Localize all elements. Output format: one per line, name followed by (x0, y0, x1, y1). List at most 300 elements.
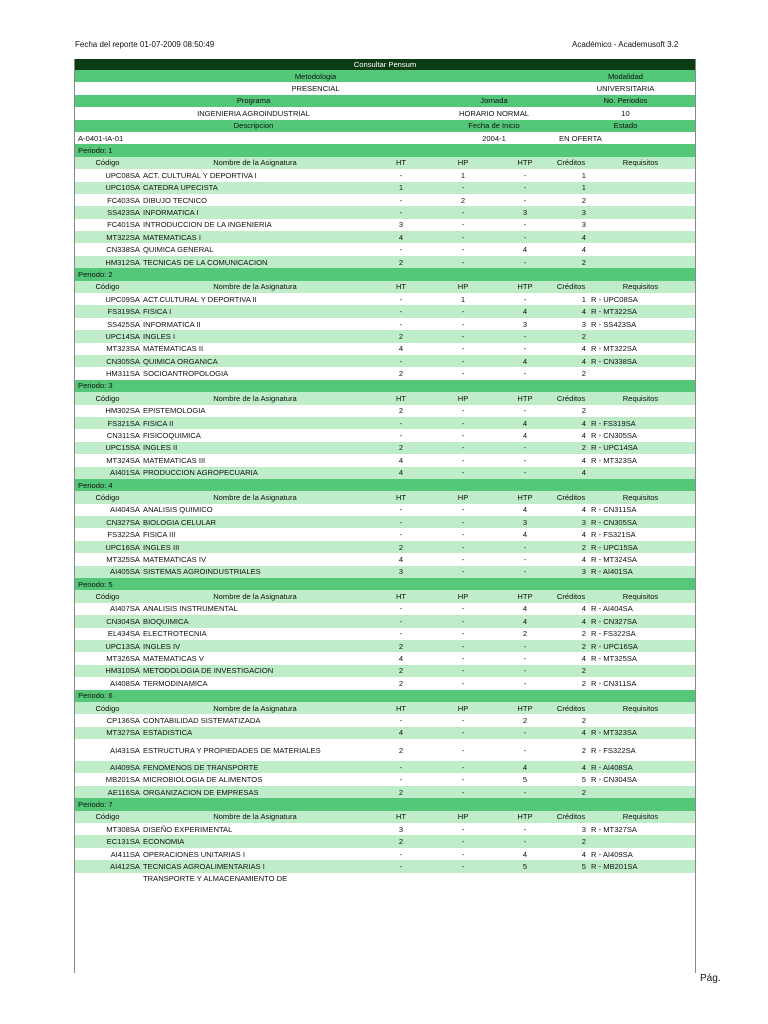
periodos-value: 10 (556, 107, 695, 119)
course-code: CN304SA (75, 615, 140, 627)
course-name: MATEMATICAS III (140, 454, 370, 466)
title-bar (75, 59, 695, 70)
course-htp: - (494, 231, 556, 243)
course-htp: - (494, 442, 556, 454)
col-header-requisitos: Requisitos (586, 702, 695, 714)
course-credits: 4 (556, 231, 586, 243)
col-header-creditos: Créditos (556, 282, 586, 292)
course-code: FS319SA (75, 305, 140, 317)
course-hp: - (432, 305, 494, 317)
course-credits: 3 (556, 219, 586, 231)
course-name: QUIMICA GENERAL (140, 243, 370, 255)
course-credits: 4 (556, 243, 586, 255)
course-requisites (586, 714, 695, 726)
course-requisites: R - MT325SA (586, 652, 695, 664)
course-code: SS423SA (75, 206, 140, 218)
col-header-codigo: Código (75, 157, 140, 169)
course-row (75, 652, 695, 664)
col-header-codigo: Código (75, 281, 140, 293)
course-hp: - (432, 405, 494, 417)
course-ht: 2 (370, 442, 432, 454)
modalidad-label: Modalidad (556, 70, 695, 82)
course-code: MT326SA (75, 652, 140, 664)
course-credits: 4 (556, 454, 586, 466)
course-htp: - (494, 219, 556, 231)
period-label: Periodo: 7 (75, 798, 695, 810)
course-ht: - (370, 761, 432, 773)
course-ht: - (370, 293, 432, 305)
col-header-requisitos: Requisitos (586, 281, 695, 293)
course-hp: - (432, 417, 494, 429)
course-row (75, 541, 695, 553)
course-ht: 4 (370, 343, 432, 355)
course-ht: 4 (370, 727, 432, 739)
course-credits: 2 (556, 786, 586, 798)
course-hp: - (432, 761, 494, 773)
period-row (75, 690, 695, 702)
course-ht: - (370, 429, 432, 441)
course-htp: - (494, 541, 556, 553)
course-credits: 2 (556, 739, 586, 761)
course-name: TECNICAS DE LA COMUNICACION (140, 256, 370, 268)
course-code: MT322SA (75, 231, 140, 243)
course-name: METODOLOGIA DE INVESTIGACION (140, 665, 370, 677)
course-row (75, 553, 695, 565)
course-name: DISEÑO EXPERIMENTAL (140, 823, 370, 835)
period-row (75, 479, 695, 491)
col-header-codigo: Código (75, 392, 140, 404)
course-hp: - (432, 615, 494, 627)
col-header-nombre: Nombre de la Asignatura (140, 702, 370, 714)
course-ht: 3 (370, 823, 432, 835)
course-htp: - (494, 330, 556, 342)
course-row (75, 714, 695, 726)
period-row (75, 380, 695, 392)
col-header-creditos: Créditos (556, 158, 586, 168)
col-header-codigo: Código (75, 590, 140, 602)
column-header-row (75, 702, 695, 714)
col-header-ht: HT (370, 281, 432, 293)
course-name: ORGANIZACION DE EMPRESAS (140, 786, 370, 798)
course-hp: - (432, 504, 494, 516)
course-row (75, 206, 695, 218)
course-htp: - (494, 467, 556, 479)
col-header-hp: HP (432, 590, 494, 602)
column-header-row (75, 590, 695, 602)
course-row (75, 367, 695, 379)
course-ht: - (370, 848, 432, 860)
course-credits: 2 (556, 194, 586, 206)
course-row (75, 343, 695, 355)
col-header-codigo: Código (75, 811, 140, 823)
col-header-requisitos: Requisitos (586, 811, 695, 823)
course-name: ANALISIS INSTRUMENTAL (140, 603, 370, 615)
course-htp: 4 (494, 603, 556, 615)
course-row (75, 665, 695, 677)
course-htp: - (494, 665, 556, 677)
course-requisites: R - AI408SA (586, 761, 695, 773)
course-requisites: R - FS319SA (586, 417, 695, 429)
course-name: INGLES II (140, 442, 370, 454)
period-row (75, 144, 695, 156)
course-code: MT308SA (75, 823, 140, 835)
course-name: INFORMATICA I (140, 206, 370, 218)
col-header-hp: HP (432, 392, 494, 404)
course-name: TERMODINAMICA (140, 677, 370, 689)
course-ht: 4 (370, 454, 432, 466)
course-ht: 4 (370, 652, 432, 664)
course-name: MICROBIOLOGIA DE ALIMENTOS (140, 773, 370, 785)
col-header-requisitos: Requisitos (586, 392, 695, 404)
course-credits: 4 (556, 343, 586, 355)
course-hp: - (432, 343, 494, 355)
course-ht: - (370, 714, 432, 726)
course-requisites (586, 194, 695, 206)
course-htp: 3 (494, 516, 556, 528)
course-code: EL434SA (75, 628, 140, 640)
course-ht: - (370, 243, 432, 255)
course-row (75, 256, 695, 268)
course-hp: - (432, 603, 494, 615)
col-header-hp: HP (432, 702, 494, 714)
course-ht: 2 (370, 640, 432, 652)
course-htp: 4 (494, 355, 556, 367)
course-hp: - (432, 528, 494, 540)
course-credits: 2 (556, 541, 586, 553)
course-requisites: R - CN305SA (586, 516, 695, 528)
course-htp: 3 (494, 318, 556, 330)
course-name: MATEMATICAS II (140, 343, 370, 355)
course-htp: - (494, 367, 556, 379)
course-hp: - (432, 677, 494, 689)
course-htp: 4 (494, 417, 556, 429)
col-header-nombre: Nombre de la Asignatura (140, 590, 370, 602)
course-requisites: R - CN311SA (586, 504, 695, 516)
col-header-ht: HT (370, 491, 432, 503)
col-header-creditos: Créditos (556, 592, 586, 602)
col-header-codigo: Código (75, 491, 140, 503)
col-header-ht: HT (370, 392, 432, 404)
course-credits: 4 (556, 504, 586, 516)
course-ht: - (370, 603, 432, 615)
course-htp: 4 (494, 504, 556, 516)
course-credits: 1 (556, 169, 586, 181)
course-code: AI431SA (75, 739, 140, 761)
course-hp: - (432, 566, 494, 578)
course-row (75, 330, 695, 342)
course-name: EPISTEMOLOGIA (140, 405, 370, 417)
col-header-hp: HP (432, 811, 494, 823)
course-htp: 5 (494, 773, 556, 785)
col-header-creditos: Créditos (556, 812, 586, 822)
course-row (75, 848, 695, 860)
course-htp: - (494, 677, 556, 689)
course-requisites: R - UPC14SA (586, 442, 695, 454)
course-name: SISTEMAS AGROINDUSTRIALES (140, 566, 370, 578)
course-credits: 4 (556, 652, 586, 664)
course-ht: 2 (370, 330, 432, 342)
course-htp: 4 (494, 761, 556, 773)
course-code: SS425SA (75, 318, 140, 330)
course-requisites: R - CN338SA (586, 355, 695, 367)
period-row (75, 578, 695, 590)
course-name: ESTRUCTURA Y PROPIEDADES DE MATERIALES (140, 739, 370, 761)
course-code: CP136SA (75, 714, 140, 726)
course-hp: - (432, 541, 494, 553)
course-hp: - (432, 823, 494, 835)
course-requisites: R - UPC08SA (586, 293, 695, 305)
course-hp: - (432, 243, 494, 255)
course-row (75, 219, 695, 231)
course-htp: - (494, 182, 556, 194)
course-row (75, 405, 695, 417)
course-row (75, 860, 695, 872)
col-header-ht: HT (370, 702, 432, 714)
column-header-row (75, 491, 695, 503)
col-header-htp: HTP (494, 811, 556, 823)
course-credits: 1 (556, 293, 586, 305)
course-row (75, 835, 695, 847)
course-row (75, 516, 695, 528)
course-requisites (586, 665, 695, 677)
course-code: HM310SA (75, 665, 140, 677)
info-header-row (75, 95, 695, 107)
course-ht: 2 (370, 739, 432, 761)
course-htp (494, 873, 556, 885)
course-requisites: R - FS322SA (586, 739, 695, 761)
course-requisites (586, 256, 695, 268)
page-label: Pág. (700, 973, 721, 984)
course-credits: 4 (556, 761, 586, 773)
info-header-row (75, 70, 695, 82)
course-code: AI407SA (75, 603, 140, 615)
col-header-requisitos: Requisitos (586, 590, 695, 602)
course-ht: 2 (370, 256, 432, 268)
estado-label: Estado (556, 120, 695, 132)
course-credits: 2 (556, 330, 586, 342)
course-hp: - (432, 773, 494, 785)
col-header-hp: HP (432, 281, 494, 293)
course-name: TRANSPORTE Y ALMACENAMIENTO DE (140, 873, 370, 885)
metodologia-value: PRESENCIAL (75, 82, 556, 94)
course-requisites: R - MT322SA (586, 343, 695, 355)
course-code: FS321SA (75, 417, 140, 429)
programa-value: INGENIERIA AGROINDUSTRIAL (75, 107, 432, 119)
page-title: Consultar Pensum (75, 59, 695, 70)
course-htp: 2 (494, 628, 556, 640)
jornada-label: Jornada (432, 95, 556, 107)
course-hp: - (432, 206, 494, 218)
course-requisites: R - MT322SA (586, 305, 695, 317)
course-htp: - (494, 727, 556, 739)
course-hp: - (432, 231, 494, 243)
col-header-ht: HT (370, 811, 432, 823)
course-row (75, 640, 695, 652)
course-credits: 4 (556, 615, 586, 627)
course-ht (370, 873, 432, 885)
col-header-nombre: Nombre de la Asignatura (140, 392, 370, 404)
course-ht: 2 (370, 665, 432, 677)
course-name: ECONOMIA (140, 835, 370, 847)
course-name: FISICA I (140, 305, 370, 317)
course-row (75, 467, 695, 479)
course-credits: 4 (556, 603, 586, 615)
course-credits: 4 (556, 528, 586, 540)
course-ht: - (370, 417, 432, 429)
course-ht: 2 (370, 786, 432, 798)
course-htp: 4 (494, 528, 556, 540)
course-htp: - (494, 256, 556, 268)
fecha-inicio-value: 2004-1 (432, 132, 556, 144)
course-credits: 2 (556, 640, 586, 652)
course-name: QUIMICA ORGANICA (140, 355, 370, 367)
course-credits: 2 (556, 714, 586, 726)
col-header-requisitos: Requisitos (586, 157, 695, 169)
course-row (75, 727, 695, 739)
course-requisites (586, 405, 695, 417)
course-name: FISICOQUIMICA (140, 429, 370, 441)
course-code: AI408SA (75, 677, 140, 689)
col-header-hp: HP (432, 491, 494, 503)
course-row (75, 566, 695, 578)
col-header-htp: HTP (494, 702, 556, 714)
course-hp: - (432, 652, 494, 664)
course-code: AI409SA (75, 761, 140, 773)
course-code (75, 873, 140, 885)
course-hp: - (432, 454, 494, 466)
period-row (75, 268, 695, 280)
course-hp: 2 (432, 194, 494, 206)
col-header-nombre: Nombre de la Asignatura (140, 811, 370, 823)
course-name: MATEMATICAS I (140, 231, 370, 243)
col-header-htp: HTP (494, 281, 556, 293)
course-ht: 3 (370, 566, 432, 578)
course-hp: - (432, 848, 494, 860)
course-htp: - (494, 343, 556, 355)
course-row (75, 628, 695, 640)
course-credits: 2 (556, 628, 586, 640)
course-hp: 1 (432, 293, 494, 305)
course-ht: 2 (370, 677, 432, 689)
course-credits: 4 (556, 429, 586, 441)
period-label: Periodo: 5 (75, 578, 695, 590)
course-ht: 3 (370, 219, 432, 231)
col-header-hp: HP (432, 157, 494, 169)
col-header-htp: HTP (494, 491, 556, 503)
course-row (75, 293, 695, 305)
course-code: FS322SA (75, 528, 140, 540)
course-hp: 1 (432, 169, 494, 181)
course-code: AI405SA (75, 566, 140, 578)
course-name: INGLES I (140, 330, 370, 342)
course-code: FC401SA (75, 219, 140, 231)
course-hp: - (432, 330, 494, 342)
course-requisites: R - AI401SA (586, 566, 695, 578)
course-ht: - (370, 504, 432, 516)
course-name: ACT.CULTURAL Y DEPORTIVA II (140, 293, 370, 305)
course-row (75, 169, 695, 181)
course-row (75, 429, 695, 441)
course-hp: - (432, 628, 494, 640)
course-hp: - (432, 256, 494, 268)
course-code: CN338SA (75, 243, 140, 255)
course-row (75, 773, 695, 785)
descripcion-label: Descripcion (75, 120, 432, 132)
course-name: ELECTROTECNIA (140, 628, 370, 640)
col-header-ht: HT (370, 590, 432, 602)
col-header-nombre: Nombre de la Asignatura (140, 157, 370, 169)
course-hp: - (432, 786, 494, 798)
course-ht: 4 (370, 231, 432, 243)
course-hp: - (432, 835, 494, 847)
course-code: CN305SA (75, 355, 140, 367)
course-code: UPC13SA (75, 640, 140, 652)
period-label: Periodo: 3 (75, 380, 695, 392)
course-requisites (586, 467, 695, 479)
course-hp: - (432, 467, 494, 479)
course-name: CONTABILIDAD SISTEMATIZADA (140, 714, 370, 726)
course-code: MT323SA (75, 343, 140, 355)
course-ht: - (370, 628, 432, 640)
course-name: CATEDRA UPECISTA (140, 182, 370, 194)
course-requisites (586, 169, 695, 181)
course-htp: - (494, 194, 556, 206)
fecha-inicio-label: Fecha de Inicio (432, 120, 556, 132)
col-header-htp: HTP (494, 392, 556, 404)
info-value-row (75, 82, 695, 94)
course-ht: - (370, 206, 432, 218)
course-credits: 4 (556, 417, 586, 429)
course-row (75, 786, 695, 798)
course-code: UPC09SA (75, 293, 140, 305)
course-ht: - (370, 860, 432, 872)
course-htp: - (494, 169, 556, 181)
column-header-row (75, 281, 695, 293)
course-code: MT325SA (75, 553, 140, 565)
course-htp: - (494, 640, 556, 652)
course-ht: - (370, 355, 432, 367)
course-code: MT327SA (75, 727, 140, 739)
course-name: INGLES IV (140, 640, 370, 652)
course-code: MT324SA (75, 454, 140, 466)
course-credits (556, 873, 586, 885)
modalidad-value: UNIVERSITARIA (556, 82, 695, 94)
course-credits: 2 (556, 665, 586, 677)
course-htp: - (494, 739, 556, 761)
course-hp: - (432, 739, 494, 761)
programa-label: Programa (75, 95, 432, 107)
course-code: FC403SA (75, 194, 140, 206)
course-ht: 2 (370, 835, 432, 847)
course-requisites: R - CN327SA (586, 615, 695, 627)
course-code: AE116SA (75, 786, 140, 798)
col-header-ht: HT (370, 157, 432, 169)
course-credits: 3 (556, 516, 586, 528)
course-code: UPC10SA (75, 182, 140, 194)
course-row (75, 355, 695, 367)
info-header-row (75, 120, 695, 132)
course-hp: - (432, 219, 494, 231)
course-hp: - (432, 442, 494, 454)
course-row (75, 873, 695, 885)
course-ht: - (370, 615, 432, 627)
course-credits: 5 (556, 773, 586, 785)
col-header-codigo: Código (75, 702, 140, 714)
course-hp: - (432, 665, 494, 677)
course-ht: 2 (370, 367, 432, 379)
jornada-value: HORARIO NORMAL (432, 107, 556, 119)
col-header-nombre: Nombre de la Asignatura (140, 281, 370, 293)
